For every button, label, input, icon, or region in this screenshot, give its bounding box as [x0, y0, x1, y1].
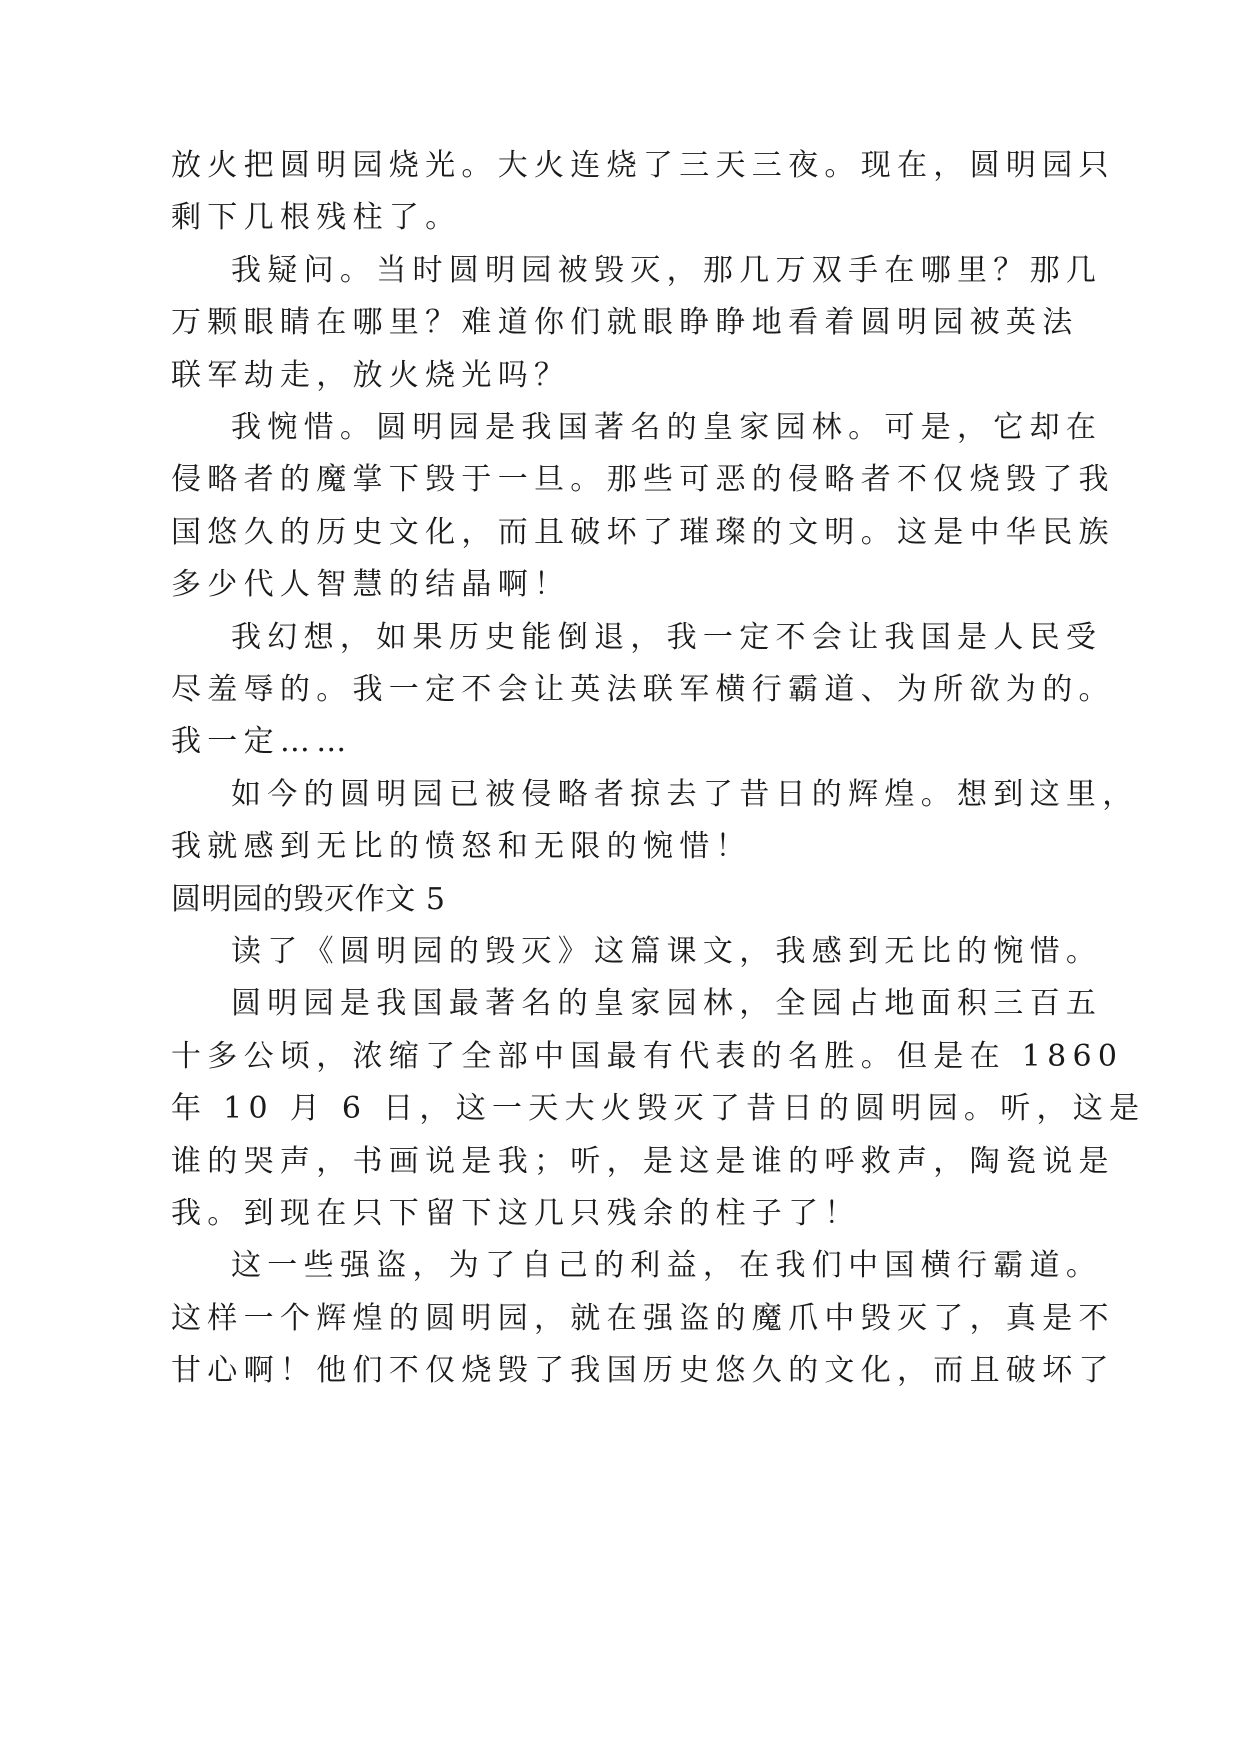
text-line: 万颗眼睛在哪里？难道你们就眼睁睁地看着圆明园被英法 [171, 305, 1079, 340]
text-line: 剩下几根残柱了。 [171, 200, 462, 235]
text-line: 尽羞辱的。我一定不会让英法联军横行霸道、为所欲为的。 [171, 672, 1115, 707]
paragraph-start-line: 这一些强盗，为了自己的利益，在我们中国横行霸道。 [231, 1248, 1103, 1283]
paragraph-start-line: 如今的圆明园已被侵略者掠去了昔日的辉煌。想到这里， [231, 777, 1139, 812]
paragraph-start-line: 我惋惜。圆明园是我国著名的皇家园林。可是，它却在 [231, 410, 1103, 445]
text-line: 侵略者的魔掌下毁于一旦。那些可恶的侵略者不仅烧毁了我 [171, 462, 1115, 497]
text-line: 这样一个辉煌的圆明园，就在强盗的魔爪中毁灭了，真是不 [171, 1301, 1115, 1336]
text-line: 甘心啊！他们不仅烧毁了我国历史悠久的文化，而且破坏了 [171, 1353, 1115, 1388]
text-line: 我。到现在只下留下这几只残余的柱子了！ [171, 1196, 861, 1231]
paragraph-start-line: 读了《圆明园的毁灭》这篇课文，我感到无比的惋惜。 [231, 934, 1103, 969]
text-line: 我一定…… [171, 724, 353, 759]
section-heading: 圆明园的毁灭作文 5 [171, 882, 446, 917]
text-line: 十多公顷，浓缩了全部中国最有代表的名胜。但是在 1860 [171, 1039, 1124, 1074]
text-line: 我就感到无比的愤怒和无限的惋惜！ [171, 829, 752, 864]
text-line: 国悠久的历史文化，而且破坏了璀璨的文明。这是中华民族 [171, 515, 1115, 550]
paragraph-start-line: 我疑问。当时圆明园被毁灭，那几万双手在哪里？那几 [231, 253, 1103, 288]
text-line: 联军劫走，放火烧光吗？ [171, 358, 571, 393]
text-line: 谁的哭声，书画说是我；听，是这是谁的呼救声，陶瓷说是 [171, 1144, 1115, 1179]
paragraph-start-line: 圆明园是我国最著名的皇家园林，全园占地面积三百五 [231, 986, 1103, 1021]
text-line: 多少代人智慧的结晶啊！ [171, 567, 571, 602]
text-line: 年 10 月 6 日，这一天大火毁灭了昔日的圆明园。听，这是 [171, 1091, 1146, 1126]
text-line: 放火把圆明园烧光。大火连烧了三天三夜。现在，圆明园只 [171, 148, 1115, 183]
paragraph-start-line: 我幻想，如果历史能倒退，我一定不会让我国是人民受 [231, 620, 1103, 655]
